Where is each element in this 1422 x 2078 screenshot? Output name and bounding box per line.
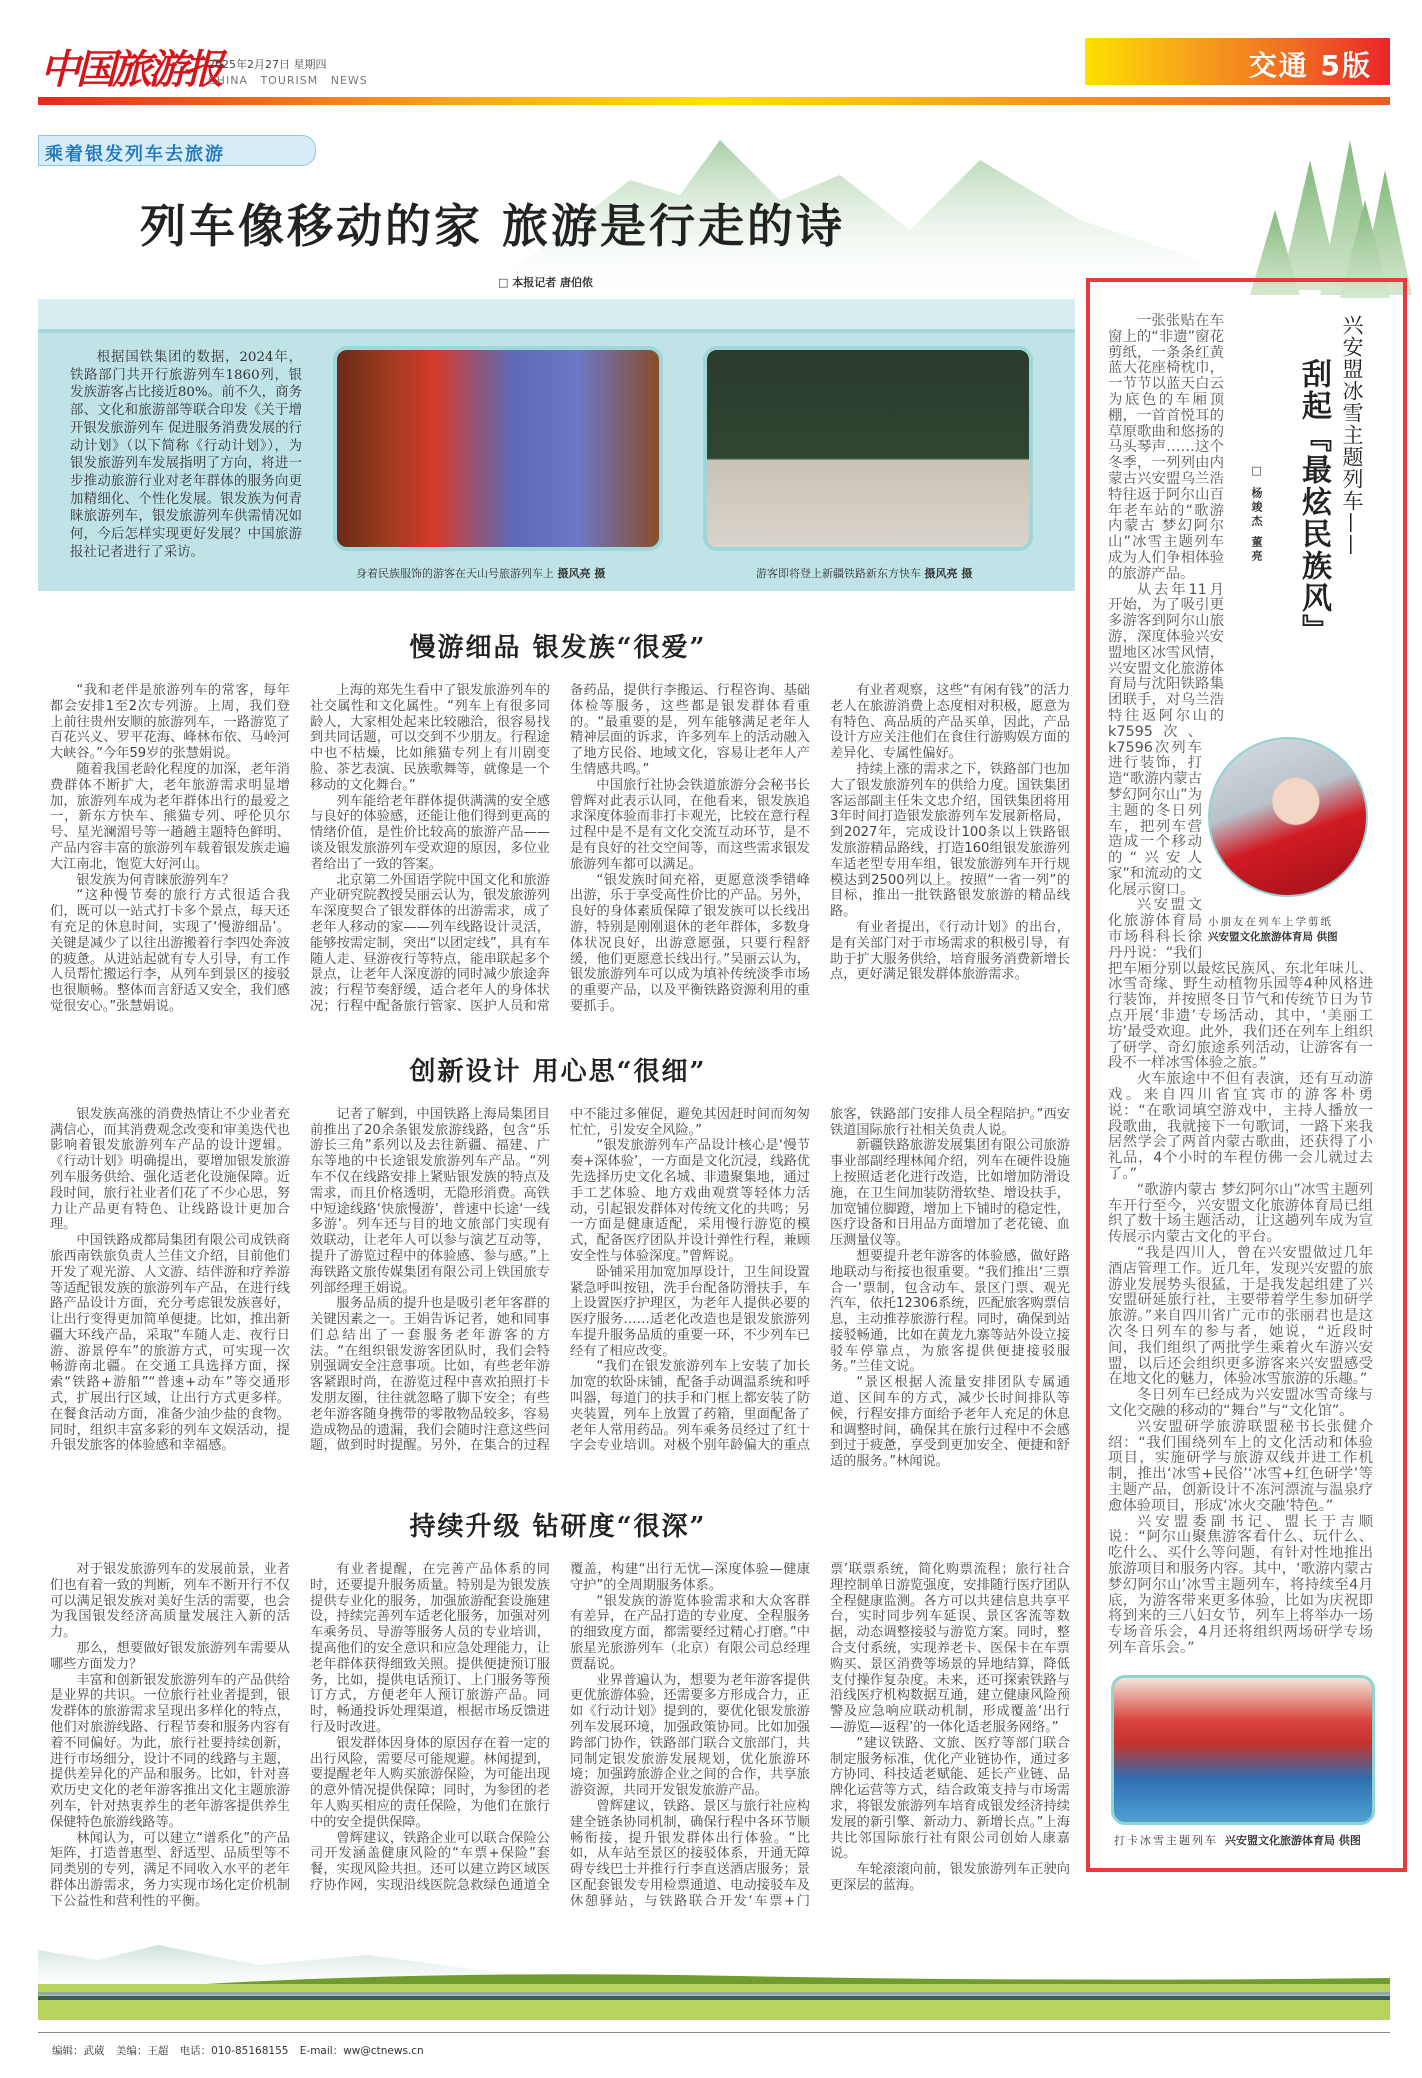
caption-credit: 兴安盟文化旅游体育局 供图 <box>1225 1833 1361 1847</box>
circle-photo-caption <box>1208 915 1373 945</box>
paragraph: “歌游内蒙古 梦幻阿尔山”冰雪主题列车开行至今，兴安盟文化旅游体育局已组织了数十场主题活动，让这趟列车成为宣传展示内蒙古文化的平台。 <box>1108 1181 1373 1246</box>
sidebar-kicker: 兴安盟冰雪主题列车—— <box>1340 314 1364 556</box>
section-heading-3: 持续升级 钻研度“很深” <box>409 1512 707 1543</box>
column-tag: 乘着银发列车去旅游 <box>38 135 316 166</box>
paragraph: 那么，想要做好银发旅游列车需要从哪些方面发力？ <box>50 1641 290 1672</box>
paragraph: 有业者观察，这些“有闲有钱”的活力老人在旅游消费上态度相对积极，愿意为有特色、高品质的产品买单，因此，产品设计方应关注他们在食住行游购娱方面的差异化、专属性偏好。 <box>830 683 1070 762</box>
footer-rule <box>38 2032 1390 2033</box>
paragraph: 对于银发旅游列车的发展前景，业者们也有着一致的判断，列车不断开行不仅可以满足银发族对美好生活的需要，也会为我国银发经济高质量发展注入新的活力。 <box>50 1562 290 1641</box>
page-bottom <box>0 1910 1422 2078</box>
paragraph: 兴安盟委副书记、盟长于吉顺说：“阿尔山聚焦游客看什么、玩什么、吃什么、买什么等问题，有针对性地推出旅游项目和服务内容。其中，‘歌游内蒙古 梦幻阿尔山’冰雪主题列车，将持续至4月底，为游客带来更多体验，比如为庆祝即将到来的三八妇女节，列车上将举办一场专场音乐会，4月还将组织两场研学专场列车音乐会。” <box>1108 1513 1373 1656</box>
masthead-logo: 中国旅游报 <box>40 46 220 93</box>
paragraph: 上海的郑先生看中了银发旅游列车的社交属性和文化属性。“列车上有很多同龄人，大家相处起来比较融洽，很容易找到共同话题，可以交到不少朋友。行程途中也不枯燥，比如熊猫专列上有川剧变脸、茶艺表演、民族歌舞等，就像是一个移动的文化舞台。” <box>310 683 550 793</box>
sidebar-headline-block <box>1224 314 1373 737</box>
paragraph: 想要提升老年游客的体验感，做好路地联动与衔接也很重要。“我们推出‘三票合一’票制，包含动车、景区门票、观光汽车，依托12306系统，匹配旅客购票信息，主动推荐旅游行程。同时，确保到站接驳畅通，比如在黄龙九寨等站外设立接驳车停靠点，为旅客提供便捷接驳服务。”兰佳文说。 <box>830 1248 1070 1375</box>
section-heading-2: 创新设计 用心思“很细” <box>409 1056 707 1087</box>
paragraph: “银发族时间充裕，更愿意淡季错峰出游，乐于享受高性价比的产品。另外，良好的身体素质保障了银发族可以长线出游，特别是刚刚退休的老年群体，多数身体状况良好，出游意愿强，只要行程舒缓，他们更愿意长线出行。”吴丽云认为，银发旅游列车可以成为填补传统淡季市场的重要产品，以及平衡铁路资源利用的重要抓手。 <box>570 872 810 1014</box>
caption-credit: 摄风亮 摄 <box>924 567 973 580</box>
paragraph: 中国旅行社协会铁道旅游分会秘书长曾辉对此表示认同，在他看来，银发族追求深度体验而非打卡观光，比较在意行程过程中是不是有文化交流互动环节，是不是有良好的社交空间等，而这些需求银发旅游列车都可以满足。 <box>570 777 810 872</box>
paragraph: 火车旅途中不但有表演，还有互动游戏。来自四川省宜宾市的游客朴勇说：“在歌词填空游戏中，主持人播放一段歌曲，我就接下一句歌词，一路下来我居然学会了两首内蒙古歌曲，还获得了小礼品，4个小时的车程仿佛一会儿就过去了。” <box>1108 1071 1373 1183</box>
sidebar-body <box>1108 314 1373 1657</box>
sidebar-story-box <box>1086 278 1407 1872</box>
paragraph: 一张张贴在车窗上的“非遗”窗花剪纸，一条条红黄蓝大花座椅枕巾，一节节以蓝天白云为底色的车厢顶棚，一首首悦耳的草原歌曲和悠扬的马头琴声……这个冬季，一列列由内蒙古兴安盟乌兰浩特往返于阿尔山百年老车站的“歌游内蒙古 梦幻阿尔山”冰雪主题列车成为人们争相体验的旅游产品。 <box>1108 313 1224 582</box>
paragraph: “这种慢节奏的旅行方式很适合我们，既可以一站式打卡多个景点，每天还有充足的休息时间，实现了‘慢游细品’。关键是减少了以往出游搬着行李四处奔波的疲惫。从进站起就有专人引导，有工作人员帮忙搬运行李，从列车到景区的接驳也很顺畅。整体而言舒适又安全，我们感觉很安心。”张慧娟说。 <box>50 888 290 1014</box>
paragraph: 兴安盟研学旅游联盟秘书长张健介绍：“我们围绕列车上的文化活动和体验项目，实施研学与旅游双线并进工作机制，推出‘冰雪+民俗’‘冰雪+红色研学’等主题产品，创新设计不冻河漂流与温泉疗愈体验项目，形成‘冰火交融’特色。” <box>1108 1418 1373 1514</box>
paragraph: 卧铺采用加宽加厚设计，卫生间设置紧急呼叫按钮，洗手台配备防滑扶手，车上设置医疗护理区，为老年人提供必要的医疗服务……适老化改造也是银发旅游列车提升服务品质的重要一环，不少列车已经有了相应改变。 <box>570 1264 810 1359</box>
paragraph: 从去年11月开始，为了吸引更多游客到阿尔山旅游，深度体验兴安盟地区冰雪风情，兴安盟文化旅游体育局与沈阳铁路集团联手，对乌兰浩特往返阿尔山的k7595次、k7596次列车进行装饰，打造“歌游内蒙古 梦幻阿尔山”为主题的冬日列车，把列车营造成一个移动的“兴安人家”和流动的文化展示窗口。 <box>1108 581 1224 898</box>
editor-credits: 编辑：武葳 美编：王超 电话：010-85168155 E-mail：ww@ctnews.cn <box>52 2044 424 2057</box>
photo2-caption <box>756 565 972 581</box>
paragraph: 银发群体因身体的原因存在着一定的出行风险，需要尽可能规避。林闻提到，要提醒老年人购买旅游保险，为可能出现的意外情况提供保障；同时，为参团的老年人购买相应的责任保险，为他们在旅行中的安全提供保障。 <box>310 1735 550 1830</box>
paragraph: 持续上涨的需求之下，铁路部门也加大了银发旅游列车的供给力度。国铁集团客运部副主任朱文忠介绍，国铁集团将用3年时间打造银发旅游列车发展新格局，到2027年，完成设计100条以上铁路银发旅游精品路线，打造160组银发旅游列车适老型专用车组，银发旅游列车开行规模达到2500列以上。按照“一省一列”的目标，推出一批铁路银发旅游的精品线路。 <box>830 761 1070 920</box>
caption-text: 小朋友在列车上学剪纸 <box>1208 916 1333 928</box>
photo-snow-theme-train <box>1111 1675 1375 1825</box>
paragraph: 林闻认为，可以建立“谱系化”的产品矩阵，打造普惠型、舒适型、品质型等不同类别的专列，满足不同收入水平的老年群体出游需求，务力实现市场化定价机制下公益性和营利性的平衡。 <box>50 1830 290 1909</box>
masthead-english: CHINA TOURISM NEWS <box>208 74 368 87</box>
caption-text: 身着民族服饰的游客在天山号旅游列车上 <box>356 567 554 580</box>
paragraph: 北京第二外国语学院中国文化和旅游产业研究院教授吴丽云认为，银发旅游列车深度契合了银发群体的出游需求，成了老年人移动的家——列车线路设计灵活，能够按需定制，突出“以团定线”，具有车随人走、昼游夜行等特点，能串联起多个景点，让老年人深度游的同时减少旅途奔波；行程节奏舒缓，适合老年人的身体状况；行程中配备旅行管家、医护人员和常备药品，提供行李搬运、行程咨询、基础体检等服务，这些都是银发群体看重的。“最重要的是，列车能够满足老年人精神层面的诉求，许多列车上的活动融入了地方民俗、地域文化，容易让老年人产生情感共鸣。” <box>310 683 810 1014</box>
paragraph: “银发旅游列车产品设计核心是‘慢节奏+深体验’，一方面是文化沉浸，线路优先选择历史文化名城、非遗聚集地，通过手工艺体验、地方戏曲观赏等轻体力活动，引起银发群体对传统文化的共鸣；另一方面是健康适配，采用慢行游览的模式，配备医疗团队并设计弹性行程，兼顾安全性与体验深度。”曾辉说。 <box>570 1138 810 1264</box>
caption-credit: 兴安盟文化旅游体育局 供图 <box>1208 931 1338 943</box>
intro-band <box>38 299 1075 333</box>
byline: □ 本报记者 唐伯侬 <box>498 276 594 289</box>
landscape-illustration <box>38 1940 1390 2020</box>
paragraph: 银发族高涨的消费热情让不少业者充满信心，而其消费观念改变和审美迭代也影响着银发旅游列车产品的设计逻辑。《行动计划》明确提出，要增加银发旅游列车服务供给、强化适老化设施保障。近段时间，旅行社业者们花了不少心思，努力让产品更有特色、让线路设计更加合理。 <box>50 1106 290 1233</box>
photo-child-papercut <box>1208 737 1368 897</box>
paragraph: 新疆铁路旅游发展集团有限公司旅游事业部副经理林闻介绍，列车在硬件设施上按照适老化进行改造，比如增加防滑设施，在卫生间加装防滑软垫、增设扶手，加宽铺位脚蹬，增加上下铺时的稳定性，医疗设备和日用品方面增加了老花镜、血压测量仪等。 <box>830 1138 1070 1249</box>
photo-tianshan-train <box>333 346 663 551</box>
issue-date: 2025年2月27日 星期四 <box>208 58 327 71</box>
section-heading-1: 慢游细品 银发族“很爱” <box>409 633 707 663</box>
section-1-body <box>50 683 1070 1015</box>
paragraph: 银发族为何青睐旅游列车？ <box>76 872 235 888</box>
paragraph: 记者了解到，中国铁路上海局集团目前推出了20余条银发旅游线路，包含“乐游长三角”系列以及去往新疆、福建、广东等地的中长途银发旅游列车产品。“列车不仅在线路安排上紧贴银发族的特点及需求，而且价格透明，无隐形消费。高铁中短途线路‘快旅慢游’，普速中长途‘一线多游’。列车还与目的地文旅部门实现有效联动，让老年人可以参与演艺互动等，提升了游览过程中的体验感、参与感。”上海铁路文旅传媒集团有限公司上铁国旅专列部经理王娟说。 <box>310 1106 550 1296</box>
paragraph: 冬日列车已经成为兴安盟冰雪奇缘与文化交融的移动的“舞台”与“文化馆”。 <box>1108 1387 1373 1419</box>
paragraph: “建议铁路、文旅、医疗等部门联合制定服务标准，优化产业链协作，通过多方协同、科技适老赋能、延长产业链、品牌化运营等方式，结合政策支持与市场需求，将银发旅游列车培育成银发经济持续发展的新引擎、新动力、新增长点。”上海共比邻国际旅行社有限公司创始人康嘉说。 <box>830 1735 1070 1862</box>
sidebar-byline: □ 杨竣杰 董亮 <box>1250 464 1263 564</box>
photo-new-orient-express <box>703 346 1033 551</box>
section-2-body <box>50 1107 1070 1470</box>
paragraph: 随着我国老龄化程度的加深，老年消费群体不断扩大，老年旅游需求明显增加，旅游列车成为老年群体出行的最爱之一，新东方快车、熊猫专列、呼伦贝尔号、星光澜湄号等一趟趟主题特色鲜明、产品内容丰富的旅游列车载着银发族走遍大江南北，饱览大好河山。 <box>50 761 290 872</box>
paragraph: 兴安盟文化旅游体育局市场科科长徐丹丹说：“我们把车厢分别以最炫民族风、东北年味儿、冰雪奇缘、野生动植物乐园等4种风格进行装饰，并按照冬日节气和传统节日为节点开展‘非遗’专场活动，其中，‘美丽工坊’最受欢迎。此外，我们还在列车上组织了研学、奇幻旅途系列活动，让游客有一段不一样冰雪体验之旅。” <box>1108 897 1373 1072</box>
paragraph: 曾辉建议，铁路、景区与旅行社应构建全链条协同机制，确保行程中各环节顺畅衔接，提升银发群体出行体验。“比如，从车站至景区的接驳体系，开通无障碍专线巴士并推行行李直送酒店服务；景区配套银发专用检票通道、电动接驳车及休憩驿站，与铁路联合开发‘车票+门票’联票系统，简化购票流程；旅行社合理控制单日游览强度，安排随行医疗团队全程健康监测。各方可以共建信息共享平台，实时同步列车延误、景区客流等数据，动态调整接驳与游览方案。同时，整合支付系统，实现养老卡、医保卡在车票购买、景区消费等场景的异地结算，降低支付操作复杂度。未来，还可探索铁路与沿线医疗机构数据互通，建立健康风险预警及应急响应联动机制，形成覆盖‘出行—游览—返程’的一体化适老服务网络。” <box>570 1562 1070 1909</box>
paragraph: 列车能给老年群体提供满满的安全感与良好的体验感，还能让他们得到更高的情绪价值，是性价比较高的旅游产品——谈及银发旅游列车受欢迎的原因，多位业者给出了一致的答案。 <box>310 793 550 872</box>
photo1-caption <box>356 565 605 581</box>
page-headline: 列车像移动的家 旅游是行走的诗 <box>140 199 846 253</box>
paragraph: 服务品质的提升也是吸引老年客群的关键因素之一。王娟告诉记者，她和同事们总结出了一套服务老年游客的方法。“在组织银发游客团队时，我们会特别强调安全注意事项。比如，有些老年游客紧跟时尚，在游览过程中喜欢拍照打卡发朋友圈，往往就忽略了脚下安全；有些老年游客随身携带的零散物品较多，容易造成物品的遗漏，我们会随时注意这些问题，做到时时提醒。另外，在集合的过程中不能过多催促，避免其因赶时间而匆匆忙忙，引发安全风险。” <box>310 1106 810 1454</box>
paragraph: “银发族的游览体验需求和大众客群有差异，在产品打造的专业度、全程服务的细致度方面，都需要经过精心打磨。”中旅星光旅游列车（北京）有限公司总经理贾磊说。 <box>570 1593 810 1672</box>
paragraph: 业界普遍认为，想要为老年游客提供更优旅游体验，还需要多方形成合力，正如《行动计划》提到的，要优化银发旅游列车发展环境，加强政策协同。比如加强跨部门协作，铁路部门联合文旅部门，共同制定银发旅游发展规划，优化旅游环境；加强跨旅游企业之间的合作，共享旅游资源，共同开发银发旅游产品。 <box>570 1672 810 1799</box>
main-column <box>38 135 1078 1910</box>
paragraph: 有业者提出，《行动计划》的出台，是有关部门对于市场需求的积极引导，有助于扩大服务供给，培育服务消费新增长点，更好满足银发群体旅游需求。 <box>830 919 1070 983</box>
paragraph: 曾辉建议，铁路企业可以联合保险公司开发涵盖健康风险的“车票+保险”套餐，实现风险共担。还可以建立跨区域医疗协作网，实现沿线医院急救绿色通道全覆盖，构建“出行无忧—深度体验—健康守护”的全周期服务体系。 <box>310 1562 810 1893</box>
paragraph: “我们在银发旅游列车上安装了加长加宽的软卧床铺，配备手动调温系统和呼叫器，每道门的扶手和门框上都安装了防夹装置，列车上放置了药箱，里面配备了老年人常用药品。列车乘务员经过了红十字会专业培训。对极个别年龄偏大的重点旅客，铁路部门安排人员全程陪护。”西安铁道国际旅行社相关负责人说。 <box>570 1106 1070 1454</box>
paragraph: “我是四川人，曾在兴安盟做过几年酒店管理工作。近几年，发现兴安盟的旅游业发展势头很猛，于是我发起组建了兴安盟研延旅行社，主要带着学生参加研学旅游。”来自四川省广元市的张丽君也是这次冬日列车的参与者，她说，“近段时间，我们组织了两批学生乘着火车游兴安盟，以后还会组织更多游客来兴安盟感受在地文化的魅力，体验冰雪旅游的乐趣。” <box>1108 1245 1373 1388</box>
sidebar-circle-photo-block <box>1208 737 1373 951</box>
sidebar-photo-caption <box>1114 1833 1385 1848</box>
intro-panel <box>38 299 1075 591</box>
paragraph: “景区根据人流量安排团队专属通道、区间车的方式，减少长时间排队等候，行程安排方面给予老年人充足的休息和调整时间，确保其在旅行过程中不会感到过于疲惫，享受到更加安全、便捷和舒适的服务。”林闻说。 <box>830 1375 1070 1470</box>
edition-label: 交通 5版 <box>1085 38 1390 85</box>
paragraph: 有业者提醒，在完善产品体系的同时，还要提升服务质量。特别是为银发族提供专业化的服务，加强旅游配套设施建设，持续完善列车适老化服务，加强对列车乘务员、导游等服务人员的专业培训，提高他们的安全意识和应急处理能力，让老年群体获得细致关照。提供便捷预订服务，比如，提供电话预订、上门服务等预订方式，方便老年人预订旅游产品。同时，畅通投诉处理渠道，根据市场反馈进行及时改进。 <box>310 1562 550 1736</box>
section-3-body <box>50 1562 1070 1910</box>
paragraph: “我和老伴是旅游列车的常客，每年都会安排1至2次专列游。上周，我们登上前往贵州安顺的旅游列车，一路游览了百花兴义、罗平花海、峰林布依、马岭河大峡谷。”今年59岁的张慧娟说。 <box>50 683 290 762</box>
paragraph: 中国铁路成都局集团有限公司成铁商旅西南铁旅负责人兰佳文介绍，目前他们开发了观光游、人文游、结伴游和疗养游等适配银发族的旅游列车产品，在进行线路产品设计方面，充分考虑银发族喜好，让出行变得更加简单便捷。比如，推出新疆大环线产品，采取“车随人走、夜行日游、游景停车”的旅游方式，可实现一次畅游南北疆。在交通工具选择方面，探索“铁路+游船”“普速+动车”等交通形式，扩展出行区域，让出行方式更多样。在餐食活动方面，准备少油少盐的食物。同时，组织丰富多彩的列车文娱活动，提升银发旅客的体验感和幸福感。 <box>50 1233 290 1454</box>
caption-credit: 摄风亮 摄 <box>557 567 606 580</box>
intro-text: 根据国铁集团的数据，2024年，铁路部门共开行旅游列车1860列，银发族游客占比接近80%。前不久，商务部、文化和旅游部等联合印发《关于增开银发旅游列车 促进服务消费发展的行动计划》（以下简称《行动计划》），为银发旅游列车发展指明了方向，将进一步推动旅游行业对老年群体的服务向更加精细化、个性化发展。银发族为何青睐旅游列车，银发旅游列车供需情况如何，今后怎样实现更好发展？中国旅游报社记者进行了采访。 <box>70 350 302 560</box>
paragraph: 丰富和创新银发旅游列车的产品供给是业界的共识。一位旅行社业者提到，银发群体的旅游需求呈现出多样化的特点，他们对旅游线路、行程节奏和服务内容有着不同偏好。为此，旅行社要持续创新，进行市场细分，设计不同的线路与主题，提供差异化的产品和服务。比如，针对喜欢历史文化的老年游客推出文化主题旅游列车，针对热衷养生的老年游客提供养生保健特色旅游线路等。 <box>50 1672 290 1830</box>
sidebar-title: 刮起『最炫民族风』 <box>1296 358 1331 646</box>
caption-text: 打卡冰雪主题列车 <box>1114 1833 1218 1847</box>
caption-text: 游客即将登上新疆铁路新东方快车 <box>756 567 921 580</box>
paragraph: 车轮滚滚向前，银发旅游列车正驶向更深层的蓝海。 <box>830 1862 1070 1893</box>
